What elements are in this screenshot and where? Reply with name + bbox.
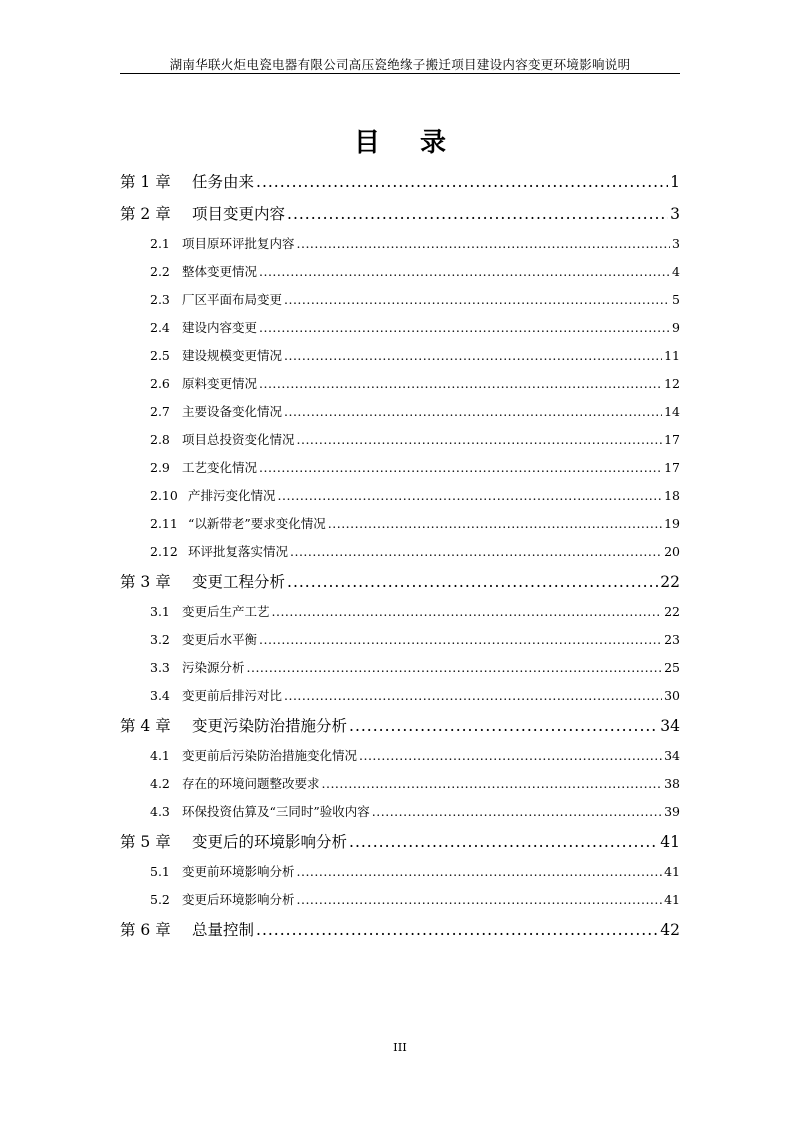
toc-entry-label: 整体变更情况	[182, 264, 258, 279]
dot-leader	[256, 173, 668, 191]
toc-section-entry[interactable]	[120, 402, 680, 420]
dot-leader	[259, 320, 670, 335]
toc-entry-label: 任务由来	[192, 173, 255, 191]
toc-entry-number: 3.4	[150, 688, 170, 703]
toc-entry-number: 5.1	[150, 864, 170, 879]
toc-entry-number: 2.2	[150, 264, 170, 279]
toc-entry-label: 产排污变化情况	[188, 488, 276, 503]
toc-section-entry[interactable]	[120, 430, 680, 448]
toc-entry-label: 变更后环境影响分析	[182, 892, 295, 907]
toc-entry-label: 项目变更内容	[192, 205, 286, 223]
toc-entry-number: 第 1 章	[120, 173, 171, 191]
toc-entry-number: 第 6 章	[120, 921, 171, 939]
toc-entry-page: 41	[664, 892, 680, 907]
dot-leader	[284, 292, 670, 307]
toc-entry-page: 5	[672, 292, 680, 307]
toc-entry-page: 20	[664, 544, 680, 559]
toc-entry-number: 2.3	[150, 292, 170, 307]
toc-section-entry[interactable]	[120, 290, 680, 308]
toc-entry-number: 2.10	[150, 488, 178, 503]
toc-entry-page: 11	[664, 348, 680, 363]
toc-entry-number: 第 3 章	[120, 573, 171, 591]
toc-section-entry[interactable]	[120, 746, 680, 764]
dot-leader	[297, 892, 663, 907]
toc-entry-page: 9	[672, 320, 680, 335]
toc-entry-number: 2.12	[150, 544, 178, 559]
toc-entry-label: 污染源分析	[182, 660, 245, 675]
header-divider	[120, 73, 680, 74]
toc-entry-page: 41	[664, 864, 680, 879]
toc-entry-page: 22	[660, 573, 680, 591]
toc-entry-page: 23	[664, 632, 680, 647]
dot-leader	[278, 488, 663, 503]
toc-entry-label: 环保投资估算及“三同时”验收内容	[182, 804, 370, 819]
toc-section-entry[interactable]	[120, 862, 680, 880]
toc-entry-number: 4.1	[150, 748, 170, 763]
toc-entry-label: 变更后的环境影响分析	[192, 833, 348, 851]
toc-entry-label: 变更工程分析	[192, 573, 286, 591]
dot-leader	[284, 688, 662, 703]
toc-entry-page: 18	[664, 488, 680, 503]
dot-leader	[259, 632, 662, 647]
dot-leader	[372, 804, 662, 819]
dot-leader	[256, 921, 658, 939]
dot-leader	[287, 205, 668, 223]
toc-entry-number: 第 4 章	[120, 717, 171, 735]
toc-entry-number: 2.7	[150, 404, 170, 419]
toc-entry-page: 19	[664, 516, 680, 531]
toc-entry-label: 变更污染防治措施分析	[192, 717, 348, 735]
dot-leader	[284, 348, 662, 363]
toc-entry-number: 3.2	[150, 632, 170, 647]
toc-entry-label: 原料变更情况	[182, 376, 258, 391]
toc-entry-page: 34	[664, 748, 680, 763]
toc-entry-page: 3	[670, 205, 680, 223]
toc-chapter-entry[interactable]	[120, 570, 680, 592]
toc-entry-label: 变更后生产工艺	[182, 604, 270, 619]
toc-entry-number: 4.2	[150, 776, 170, 791]
toc-entry-label: 建设内容变更	[182, 320, 258, 335]
dot-leader	[247, 660, 663, 675]
page-title: 目录	[353, 128, 486, 158]
toc-entry-label: 厂区平面布局变更	[182, 292, 283, 307]
toc-entry-number: 2.11	[150, 516, 178, 531]
toc-section-entry[interactable]	[120, 458, 680, 476]
toc-entry-number: 2.1	[150, 236, 170, 251]
toc-section-entry[interactable]	[120, 486, 680, 504]
toc-entry-page: 17	[664, 432, 680, 447]
dot-leader	[297, 236, 671, 251]
dot-leader	[359, 748, 662, 763]
toc-section-entry[interactable]	[120, 374, 680, 392]
toc-entry-page: 41	[660, 833, 680, 851]
toc-entry-number: 4.3	[150, 804, 170, 819]
toc-section-entry[interactable]	[120, 602, 680, 620]
toc-entry-page: 30	[664, 688, 680, 703]
dot-leader	[259, 264, 670, 279]
toc-entry-label: 建设规模变更情况	[182, 348, 283, 363]
dot-leader	[297, 864, 663, 879]
toc-section-entry[interactable]	[120, 346, 680, 364]
toc-entry-number: 3.1	[150, 604, 170, 619]
toc-chapter-entry[interactable]	[120, 170, 680, 192]
page-number: III	[393, 1040, 407, 1054]
toc-section-entry[interactable]	[120, 658, 680, 676]
dot-leader	[328, 516, 662, 531]
dot-leader	[290, 544, 662, 559]
toc-entry-page: 1	[670, 173, 680, 191]
toc-section-entry[interactable]	[120, 890, 680, 908]
toc-section-entry[interactable]	[120, 318, 680, 336]
toc-entry-page: 38	[664, 776, 680, 791]
table-of-contents	[120, 170, 680, 950]
dot-leader	[272, 604, 663, 619]
toc-entry-number: 5.2	[150, 892, 170, 907]
toc-chapter-entry[interactable]	[120, 830, 680, 852]
toc-entry-label: 工艺变化情况	[182, 460, 258, 475]
toc-section-entry[interactable]	[120, 542, 680, 560]
toc-entry-number: 2.4	[150, 320, 170, 335]
toc-entry-number: 第 2 章	[120, 205, 171, 223]
toc-chapter-entry[interactable]	[120, 714, 680, 736]
toc-entry-page: 22	[664, 604, 680, 619]
toc-section-entry[interactable]	[120, 262, 680, 280]
dot-leader	[287, 573, 658, 591]
dot-leader	[284, 404, 662, 419]
dot-leader	[349, 717, 658, 735]
dot-leader	[259, 460, 662, 475]
toc-entry-label: 环评批复落实情况	[188, 544, 289, 559]
toc-entry-label: 总量控制	[192, 921, 255, 939]
toc-entry-number: 第 5 章	[120, 833, 171, 851]
toc-entry-number: 2.6	[150, 376, 170, 391]
toc-entry-page: 39	[664, 804, 680, 819]
toc-entry-label: 变更后水平衡	[182, 632, 258, 647]
toc-entry-label: 变更前环境影响分析	[182, 864, 295, 879]
toc-entry-label: 变更前后污染防治措施变化情况	[182, 748, 358, 763]
toc-entry-page: 14	[664, 404, 680, 419]
toc-section-entry[interactable]	[120, 774, 680, 792]
toc-section-entry[interactable]	[120, 234, 680, 252]
toc-entry-label: 变更前后排污对比	[182, 688, 283, 703]
dot-leader	[259, 376, 662, 391]
toc-entry-page: 17	[664, 460, 680, 475]
toc-entry-label: 项目原环评批复内容	[182, 236, 295, 251]
toc-entry-page: 3	[672, 236, 680, 251]
running-header: 湖南华联火炬电瓷电器有限公司高压瓷绝缘子搬迁项目建设内容变更环境影响说明	[169, 57, 631, 72]
toc-entry-page: 4	[672, 264, 680, 279]
toc-section-entry[interactable]	[120, 630, 680, 648]
dot-leader	[349, 833, 658, 851]
toc-entry-number: 2.5	[150, 348, 170, 363]
toc-entry-number: 2.8	[150, 432, 170, 447]
toc-entry-number: 3.3	[150, 660, 170, 675]
toc-chapter-entry[interactable]	[120, 918, 680, 940]
toc-entry-label: 主要设备变化情况	[182, 404, 283, 419]
toc-chapter-entry[interactable]	[120, 202, 680, 224]
toc-section-entry[interactable]	[120, 514, 680, 532]
toc-entry-page: 12	[664, 376, 680, 391]
toc-entry-number: 2.9	[150, 460, 170, 475]
dot-leader	[297, 432, 663, 447]
toc-section-entry[interactable]	[120, 686, 680, 704]
toc-entry-page: 34	[660, 717, 680, 735]
toc-entry-page: 25	[664, 660, 680, 675]
toc-entry-label: 存在的环境问题整改要求	[182, 776, 320, 791]
dot-leader	[322, 776, 663, 791]
toc-entry-page: 42	[660, 921, 680, 939]
toc-entry-label: “以新带老”要求变化情况	[188, 516, 326, 531]
toc-section-entry[interactable]	[120, 802, 680, 820]
toc-entry-label: 项目总投资变化情况	[182, 432, 295, 447]
